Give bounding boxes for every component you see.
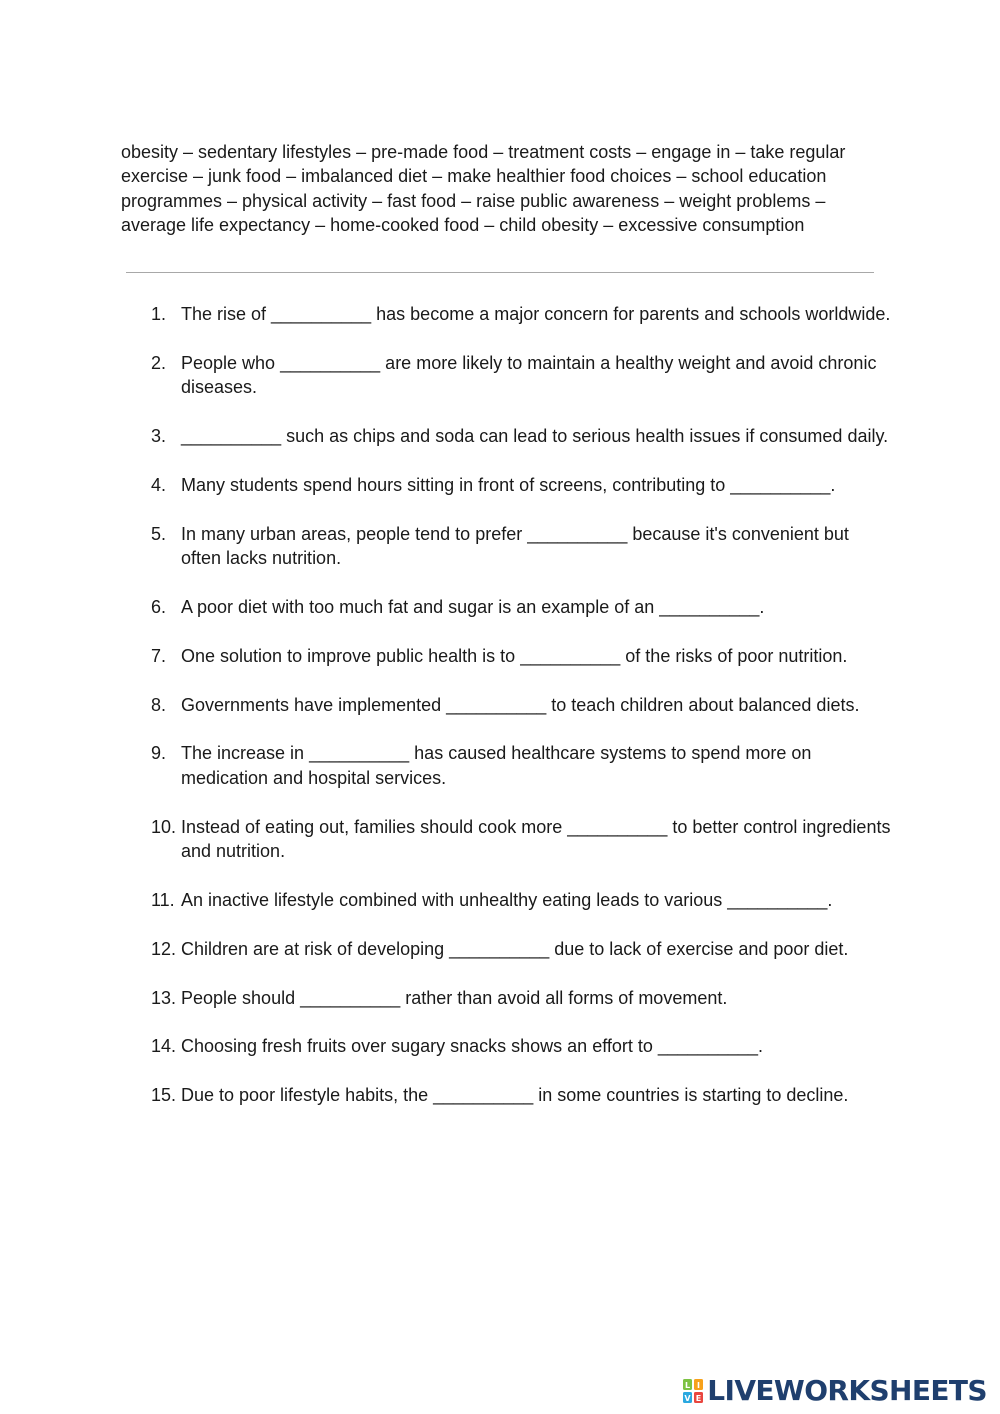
question-item: [151, 815, 891, 864]
question-item: [151, 302, 891, 327]
question-item: [151, 424, 891, 449]
question-text: __________ such as chips and soda can lead to serious health issues if consumed daily.: [181, 426, 889, 447]
question-item: [151, 1034, 891, 1059]
question-number: 10.: [151, 816, 177, 837]
question-number: 5.: [151, 523, 167, 544]
svg-text:V: V: [684, 1393, 691, 1403]
brand-name: LIVEWORKSHEETS: [707, 1374, 987, 1407]
question-number: 11.: [151, 889, 175, 910]
question-item: [151, 741, 891, 790]
question-text: A poor diet with too much fat and sugar is an example of an __________.: [181, 596, 765, 617]
question-item: [151, 1083, 891, 1108]
question-item: [151, 986, 891, 1011]
question-number: 15.: [151, 1085, 177, 1106]
svg-text:E: E: [696, 1393, 702, 1403]
question-text: Instead of eating out, families should cook more __________ to better control ingredients and nutrition.: [181, 816, 891, 862]
liveworksheets-logo-icon: [682, 1378, 704, 1404]
question-number: 4.: [151, 474, 167, 495]
question-text: The increase in __________ has caused healthcare systems to spend more on medication and hospital services.: [181, 743, 812, 788]
question-number: 1.: [151, 304, 167, 324]
question-text: Governments have implemented __________ to teach children about balanced diets.: [181, 694, 860, 715]
question-text: Many students spend hours sitting in front of screens, contributing to __________.: [181, 474, 836, 495]
question-text: An inactive lifestyle combined with unhealthy eating leads to various __________.: [181, 889, 833, 910]
question-item: [151, 644, 891, 669]
question-text: The rise of __________ has become a major concern for parents and schools worldwide.: [181, 304, 891, 324]
question-text: Choosing fresh fruits over sugary snacks shows an effort to __________.: [181, 1036, 764, 1057]
question-number: 2.: [151, 352, 167, 373]
question-text: In many urban areas, people tend to prefer __________ because it's convenient but often lacks nutrition.: [181, 523, 849, 569]
question-number: 9.: [151, 743, 167, 764]
question-item: [151, 351, 891, 400]
word-bank: obesity – sedentary lifestyles – pre-made food – treatment costs – engage in – take regular exercise – junk food – imbalanced diet – make healthier food choices – school education programmes – physical activity – fast food – raise public awareness – weight problems – average life expectancy – home-cooked food – child obesity – excessive consumption: [121, 142, 846, 235]
question-number: 8.: [151, 694, 167, 715]
question-text: People who __________ are more likely to maintain a healthy weight and avoid chronic diseases.: [181, 352, 877, 398]
svg-text:I: I: [697, 1380, 701, 1390]
question-text: Children are at risk of developing __________ due to lack of exercise and poor diet.: [181, 938, 849, 959]
question-item: [151, 473, 891, 498]
question-text: Due to poor lifestyle habits, the __________ in some countries is starting to decline.: [181, 1085, 849, 1106]
question-number: 12.: [151, 938, 177, 959]
question-item: [151, 522, 891, 571]
question-text: People should __________ rather than avoid all forms of movement.: [181, 987, 728, 1008]
question-number: 13.: [151, 987, 177, 1008]
divider: [126, 272, 874, 273]
question-number: 14.: [151, 1036, 177, 1057]
question-list: [151, 302, 891, 1132]
question-item: [151, 888, 891, 913]
svg-text:L: L: [685, 1380, 691, 1390]
question-text: One solution to improve public health is to __________ of the risks of poor nutrition.: [181, 645, 848, 666]
question-number: 3.: [151, 426, 167, 447]
question-item: [151, 595, 891, 620]
liveworksheets-branding: [682, 1374, 987, 1407]
question-number: 7.: [151, 645, 167, 666]
question-item: [151, 693, 891, 718]
question-item: [151, 937, 891, 962]
question-number: 6.: [151, 596, 167, 617]
